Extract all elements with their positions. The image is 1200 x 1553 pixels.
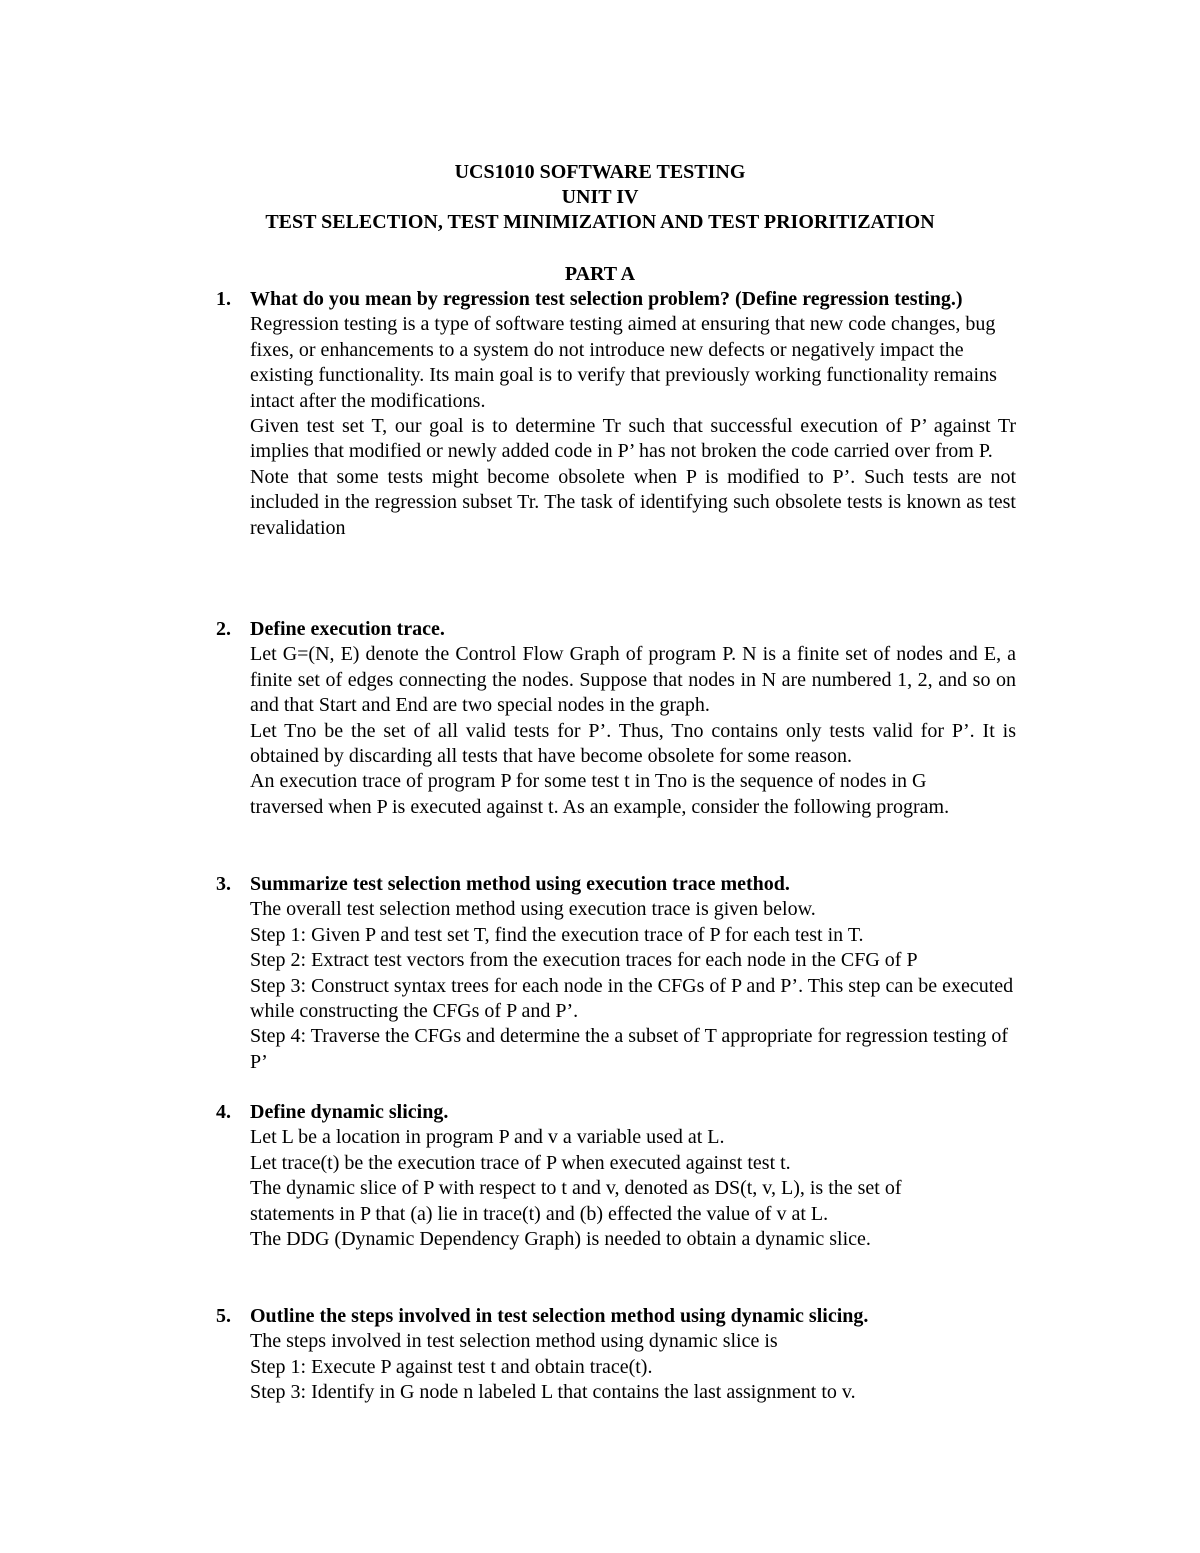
answer-paragraph: Regression testing is a type of software testing aimed at ensuring that new code changes, bug fixes, or enhancements to a system do not introduce new defects or negatively impact the existing functionality. Its main goal is to verify that previously working functionality remains intact after the modifications. — [250, 313, 997, 412]
answer-paragraph: Step 4: Traverse the CFGs and determine the a subset of T appropriate for regression testing of P’ — [250, 1025, 1008, 1073]
unit-title: UNIT IV — [561, 186, 639, 208]
answer-paragraph: The dynamic slice of P with respect to t and v, denoted as DS(t, v, L), is the set of statements in P that (a) lie in trace(t) and (b) effected the value of v at L. — [250, 1177, 902, 1225]
question-4 — [216, 1100, 1016, 1252]
answer-paragraph: The DDG (Dynamic Dependency Graph) is needed to obtain a dynamic slice. — [250, 1228, 871, 1251]
question-number: 2. — [216, 618, 231, 640]
unit-topic-title: TEST SELECTION, TEST MINIMIZATION AND TEST PRIORITIZATION — [265, 211, 935, 233]
answer-paragraph: Step 2: Extract test vectors from the execution traces for each node in the CFG of P — [250, 949, 918, 972]
question-1 — [216, 287, 1016, 541]
question-number: 1. — [216, 288, 231, 310]
question-5 — [216, 1304, 1016, 1406]
answer-paragraph: The overall test selection method using execution trace is given below. — [250, 898, 816, 921]
question-text: Summarize test selection method using execution trace method. — [250, 873, 790, 895]
answer-paragraph: Let Tno be the set of all valid tests for P’. Thus, Tno contains only tests valid for P’. It is obtained by discarding all tests that have become obsolete for some reason. — [250, 719, 1016, 768]
course-title: UCS1010 SOFTWARE TESTING — [454, 161, 746, 183]
answer-paragraph: Let trace(t) be the execution trace of P when executed against test t. — [250, 1151, 791, 1174]
answer-paragraph: Note that some tests might become obsolete when P is modified to P’. Such tests are not included in the regression subset Tr. The task of identifying such obsolete tests is known as test revalidation — [250, 465, 1016, 539]
question-3 — [216, 872, 1016, 1075]
question-number: 4. — [216, 1101, 231, 1123]
question-text: What do you mean by regression test selection problem? (Define regression testing.) — [250, 288, 963, 310]
answer-paragraph: Step 1: Execute P against test t and obtain trace(t). — [250, 1355, 653, 1378]
question-number: 5. — [216, 1305, 231, 1327]
answer-paragraph: Step 3: Identify in G node n labeled L that contains the last assignment to v. — [250, 1381, 856, 1404]
document-header — [0, 160, 1200, 235]
answer-paragraph: Let G=(N, E) denote the Control Flow Graph of program P. N is a finite set of nodes and E, a finite set of edges connecting the nodes. Suppose that nodes in N are numbered 1, 2, and so on and that Start and End are two special nodes in the graph. — [250, 643, 1016, 717]
question-2 — [216, 617, 1016, 820]
question-text: Outline the steps involved in test selection method using dynamic slicing. — [250, 1305, 869, 1327]
answer-paragraph: The steps involved in test selection method using dynamic slice is — [250, 1330, 778, 1353]
answer-paragraph: Let L be a location in program P and v a variable used at L. — [250, 1126, 725, 1149]
answer-paragraph: Step 3: Construct syntax trees for each node in the CFGs of P and P’. This step can be executed while constructing the CFGs of P and P’. — [250, 974, 1014, 1023]
question-text: Define execution trace. — [250, 618, 445, 640]
answer-paragraph: An execution trace of program P for some test t in Tno is the sequence of nodes in G traversed when P is executed against t. As an example, consider the following program. — [250, 770, 950, 818]
part-heading: PART A — [564, 263, 636, 285]
question-number: 3. — [216, 873, 231, 895]
answer-paragraph: Step 1: Given P and test set T, find the execution trace of P for each test in T. — [250, 923, 864, 946]
question-text: Define dynamic slicing. — [250, 1101, 449, 1123]
answer-paragraph: Given test set T, our goal is to determine Tr such that successful execution of P’ against Tr implies that modified or newly added code in P’ has not broken the code carried over from P. — [250, 415, 1016, 463]
